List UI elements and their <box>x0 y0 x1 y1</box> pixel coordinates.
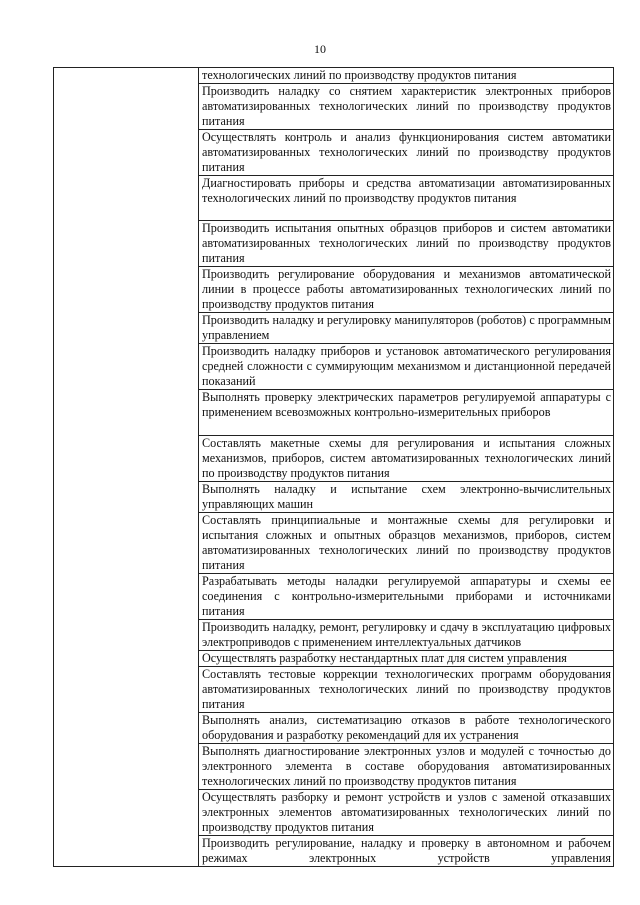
competency-table <box>53 67 614 867</box>
table-cell: Выполнять анализ, систематизацию отказов в работе технологического оборудования и разработку рекомендаций для их устранения <box>199 713 614 744</box>
table-cell: Диагностировать приборы и средства автоматизации автоматизированных технологических линий по производству продуктов питания <box>199 176 614 221</box>
table-cell: Составлять принципиальные и монтажные схемы для регулировки и испытания сложных и опытных образцов механизмов, приборов, систем автоматизированных технологических линий по производству продуктов питания <box>199 513 614 574</box>
table-cell: Производить регулирование, наладку и проверку в автономном и рабочем режимах электронных устройств управления <box>199 836 614 867</box>
table-cell: Осуществлять разборку и ремонт устройств и узлов с заменой отказавших электронных элементов автоматизированных технологических линий по производству продуктов питания <box>199 790 614 836</box>
table-cell: Разрабатывать методы наладки регулируемой аппаратуры и схемы ее соединения с контрольно-измерительными приборами и источниками питания <box>199 574 614 620</box>
table-cell: Составлять макетные схемы для регулирования и испытания сложных механизмов, приборов, систем автоматизированных технологических линий по производству продуктов питания <box>199 436 614 482</box>
table-cell: Производить наладку и регулировку манипуляторов (роботов) с программным управлением <box>199 313 614 344</box>
table-cell: Выполнять диагностирование электронных узлов и модулей с точностью до электронного элемента в составе оборудования автоматизированных технологических линий по производству продуктов питания <box>199 744 614 790</box>
table-cell: Производить испытания опытных образцов приборов и систем автоматики автоматизированных технологических линий по производству продуктов питания <box>199 221 614 267</box>
table-cell: Производить наладку приборов и установок автоматического регулирования средней сложности с суммирующим механизмом и дистанционной передачей показаний <box>199 344 614 390</box>
table-cell: Выполнять наладку и испытание схем электронно-вычислительных управляющих машин <box>199 482 614 513</box>
page-number: 10 <box>314 42 326 56</box>
table-cell: Составлять тестовые коррекции технологических программ оборудования автоматизированных технологических линий по производству продуктов питания <box>199 667 614 713</box>
table-cell: Выполнять проверку электрических параметров регулируемой аппаратуры с применением всевозможных контрольно-измерительных приборов <box>199 390 614 436</box>
table-cell: Производить регулирование оборудования и механизмов автоматической линии в процессе работы автоматизированных технологических линий по производству продуктов питания <box>199 267 614 313</box>
table-cell: Производить наладку со снятием характеристик электронных приборов автоматизированных технологических линий по производству продуктов питания <box>199 84 614 130</box>
table-cell: Производить наладку, ремонт, регулировку и сдачу в эксплуатацию цифровых электроприводов с применением интеллектуальных датчиков <box>199 620 614 651</box>
table-cell: Осуществлять разработку нестандартных плат для систем управления <box>199 651 614 667</box>
table-cell: технологических линий по производству продуктов питания <box>199 68 614 84</box>
table-cell: Осуществлять контроль и анализ функционирования систем автоматики автоматизированных технологических линий по производству продуктов питания <box>199 130 614 176</box>
left-column-cell <box>54 68 199 867</box>
table-row <box>54 68 614 84</box>
